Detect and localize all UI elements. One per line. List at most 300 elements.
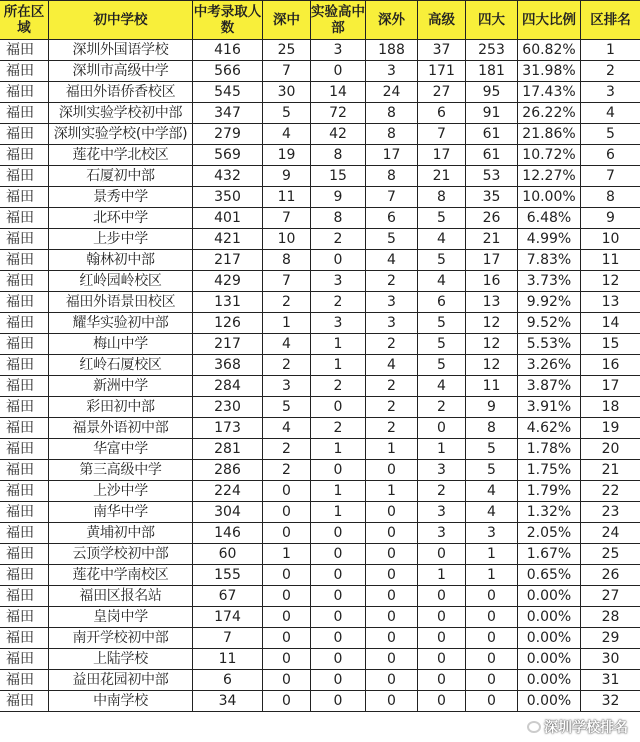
cell-shenwai: 3 — [366, 61, 418, 82]
cell-shenzhong: 5 — [263, 103, 311, 124]
cell-gaoji: 0 — [418, 544, 466, 565]
cell-admitted: 281 — [193, 439, 263, 460]
cell-shenzhong: 11 — [263, 187, 311, 208]
cell-admitted: 545 — [193, 82, 263, 103]
cell-gaoji: 5 — [418, 313, 466, 334]
cell-school: 益田花园初中部 — [49, 670, 193, 691]
cell-rank: 24 — [581, 523, 640, 544]
cell-admitted: 60 — [193, 544, 263, 565]
cell-area: 福田 — [0, 355, 49, 376]
cell-sida-ratio: 17.43% — [518, 82, 581, 103]
cell-school: 彩田初中部 — [49, 397, 193, 418]
cell-gaoji: 2 — [418, 481, 466, 502]
cell-school: 南华中学 — [49, 502, 193, 523]
cell-area: 福田 — [0, 250, 49, 271]
cell-sida: 13 — [466, 292, 518, 313]
cell-shiyan: 0 — [311, 691, 366, 712]
cell-school: 上沙中学 — [49, 481, 193, 502]
cell-admitted: 126 — [193, 313, 263, 334]
cell-rank: 17 — [581, 376, 640, 397]
cell-sida: 5 — [466, 460, 518, 481]
cell-sida: 4 — [466, 481, 518, 502]
cell-gaoji: 0 — [418, 649, 466, 670]
cell-shenwai: 1 — [366, 481, 418, 502]
cell-shenwai: 0 — [366, 670, 418, 691]
cell-sida-ratio: 3.91% — [518, 397, 581, 418]
header-rank: 区排名 — [581, 1, 640, 40]
cell-gaoji: 4 — [418, 271, 466, 292]
cell-gaoji: 37 — [418, 40, 466, 61]
cell-school: 翰林初中部 — [49, 250, 193, 271]
cell-sida-ratio: 1.78% — [518, 439, 581, 460]
cell-shenzhong: 4 — [263, 334, 311, 355]
cell-shenzhong: 0 — [263, 691, 311, 712]
cell-shenzhong: 1 — [263, 313, 311, 334]
cell-sida-ratio: 21.86% — [518, 124, 581, 145]
cell-shenwai: 5 — [366, 229, 418, 250]
cell-school: 福田区报名站 — [49, 586, 193, 607]
cell-rank: 1 — [581, 40, 640, 61]
cell-sida-ratio: 10.00% — [518, 187, 581, 208]
cell-rank: 27 — [581, 586, 640, 607]
cell-shenzhong: 4 — [263, 124, 311, 145]
cell-shiyan: 2 — [311, 418, 366, 439]
cell-sida: 53 — [466, 166, 518, 187]
cell-admitted: 347 — [193, 103, 263, 124]
cell-admitted: 7 — [193, 628, 263, 649]
header-area: 所在区域 — [0, 1, 49, 40]
cell-shenwai: 3 — [366, 313, 418, 334]
cell-sida-ratio: 1.75% — [518, 460, 581, 481]
cell-area: 福田 — [0, 334, 49, 355]
cell-school: 深圳实验学校初中部 — [49, 103, 193, 124]
cell-shenwai: 7 — [366, 187, 418, 208]
cell-shenzhong: 2 — [263, 460, 311, 481]
cell-area: 福田 — [0, 397, 49, 418]
table-row — [0, 544, 640, 565]
cell-area: 福田 — [0, 208, 49, 229]
table-row — [0, 166, 640, 187]
cell-shenwai: 0 — [366, 460, 418, 481]
cell-shiyan: 3 — [311, 40, 366, 61]
cell-gaoji: 17 — [418, 145, 466, 166]
cell-area: 福田 — [0, 40, 49, 61]
cell-area: 福田 — [0, 292, 49, 313]
cell-sida-ratio: 3.73% — [518, 271, 581, 292]
cell-admitted: 67 — [193, 586, 263, 607]
table-row — [0, 586, 640, 607]
cell-area: 福田 — [0, 229, 49, 250]
cell-shenzhong: 25 — [263, 40, 311, 61]
cell-sida: 0 — [466, 607, 518, 628]
table-row — [0, 607, 640, 628]
cell-rank: 2 — [581, 61, 640, 82]
header-gaoji: 高级 — [418, 1, 466, 40]
cell-shenzhong: 7 — [263, 271, 311, 292]
cell-shiyan: 0 — [311, 250, 366, 271]
cell-area: 福田 — [0, 691, 49, 712]
cell-school: 石厦初中部 — [49, 166, 193, 187]
cell-rank: 32 — [581, 691, 640, 712]
cell-rank: 4 — [581, 103, 640, 124]
cell-gaoji: 7 — [418, 124, 466, 145]
cell-school: 深圳外国语学校 — [49, 40, 193, 61]
cell-shenzhong: 0 — [263, 586, 311, 607]
cell-area: 福田 — [0, 61, 49, 82]
cell-shenzhong: 3 — [263, 376, 311, 397]
cell-admitted: 279 — [193, 124, 263, 145]
header-shiyan: 实验高中部 — [311, 1, 366, 40]
cell-shenzhong: 0 — [263, 523, 311, 544]
table-row — [0, 82, 640, 103]
cell-shiyan: 1 — [311, 502, 366, 523]
cell-sida-ratio: 7.83% — [518, 250, 581, 271]
cell-gaoji: 0 — [418, 418, 466, 439]
cell-sida: 0 — [466, 586, 518, 607]
cell-rank: 25 — [581, 544, 640, 565]
cell-shiyan: 3 — [311, 271, 366, 292]
header-sida-ratio: 四大比例 — [518, 1, 581, 40]
table-row — [0, 208, 640, 229]
cell-sida: 0 — [466, 628, 518, 649]
cell-shenzhong: 0 — [263, 565, 311, 586]
cell-area: 福田 — [0, 103, 49, 124]
cell-shenwai: 4 — [366, 355, 418, 376]
table-row — [0, 418, 640, 439]
cell-shenwai: 0 — [366, 502, 418, 523]
table-row — [0, 628, 640, 649]
cell-sida: 0 — [466, 649, 518, 670]
cell-shenzhong: 7 — [263, 208, 311, 229]
cell-admitted: 224 — [193, 481, 263, 502]
cell-rank: 19 — [581, 418, 640, 439]
cell-gaoji: 3 — [418, 502, 466, 523]
cell-shenwai: 2 — [366, 376, 418, 397]
cell-school: 深圳实验学校(中学部) — [49, 124, 193, 145]
cell-shenwai: 2 — [366, 271, 418, 292]
cell-school: 皇岗中学 — [49, 607, 193, 628]
cell-sida-ratio: 9.92% — [518, 292, 581, 313]
cell-sida: 0 — [466, 670, 518, 691]
cell-rank: 23 — [581, 502, 640, 523]
cell-shenzhong: 1 — [263, 544, 311, 565]
cell-sida: 5 — [466, 439, 518, 460]
cell-shenzhong: 0 — [263, 502, 311, 523]
cell-rank: 26 — [581, 565, 640, 586]
cell-shiyan: 0 — [311, 586, 366, 607]
cell-shiyan: 1 — [311, 481, 366, 502]
cell-shenwai: 3 — [366, 292, 418, 313]
table-row — [0, 460, 640, 481]
cell-sida: 16 — [466, 271, 518, 292]
cell-gaoji: 4 — [418, 376, 466, 397]
cell-shiyan: 0 — [311, 607, 366, 628]
cell-sida-ratio: 1.79% — [518, 481, 581, 502]
cell-sida: 181 — [466, 61, 518, 82]
cell-school: 莲花中学北校区 — [49, 145, 193, 166]
cell-sida: 61 — [466, 124, 518, 145]
cell-rank: 6 — [581, 145, 640, 166]
cell-gaoji: 6 — [418, 103, 466, 124]
cell-school: 中南学校 — [49, 691, 193, 712]
cell-school: 北环中学 — [49, 208, 193, 229]
cell-area: 福田 — [0, 82, 49, 103]
cell-sida-ratio: 4.99% — [518, 229, 581, 250]
header-shenzhong: 深中 — [263, 1, 311, 40]
cell-shenzhong: 5 — [263, 397, 311, 418]
cell-sida: 11 — [466, 376, 518, 397]
cell-shenwai: 24 — [366, 82, 418, 103]
header-row — [0, 1, 640, 40]
cell-shenwai: 6 — [366, 208, 418, 229]
cell-rank: 10 — [581, 229, 640, 250]
cell-gaoji: 4 — [418, 229, 466, 250]
cell-shenzhong: 2 — [263, 355, 311, 376]
cell-sida-ratio: 6.48% — [518, 208, 581, 229]
cell-sida-ratio: 12.27% — [518, 166, 581, 187]
cell-gaoji: 5 — [418, 208, 466, 229]
cell-rank: 14 — [581, 313, 640, 334]
cell-gaoji: 0 — [418, 691, 466, 712]
cell-rank: 15 — [581, 334, 640, 355]
header-shenwai: 深外 — [366, 1, 418, 40]
cell-school: 福景外语初中部 — [49, 418, 193, 439]
cell-gaoji: 5 — [418, 355, 466, 376]
cell-sida: 1 — [466, 565, 518, 586]
cell-shenzhong: 2 — [263, 439, 311, 460]
cell-sida: 17 — [466, 250, 518, 271]
cell-sida: 253 — [466, 40, 518, 61]
cell-shenzhong: 19 — [263, 145, 311, 166]
cell-admitted: 11 — [193, 649, 263, 670]
table-row — [0, 397, 640, 418]
cell-gaoji: 2 — [418, 397, 466, 418]
cell-shiyan: 2 — [311, 376, 366, 397]
cell-shenzhong: 0 — [263, 481, 311, 502]
cell-admitted: 429 — [193, 271, 263, 292]
cell-shenwai: 8 — [366, 103, 418, 124]
cell-sida: 21 — [466, 229, 518, 250]
cell-shenwai: 0 — [366, 649, 418, 670]
cell-area: 福田 — [0, 376, 49, 397]
cell-admitted: 131 — [193, 292, 263, 313]
cell-rank: 21 — [581, 460, 640, 481]
table-row — [0, 292, 640, 313]
cell-school: 福田外语侨香校区 — [49, 82, 193, 103]
cell-gaoji: 27 — [418, 82, 466, 103]
watermark — [527, 716, 628, 738]
table-body — [0, 40, 640, 712]
cell-shenzhong: 7 — [263, 61, 311, 82]
cell-admitted: 416 — [193, 40, 263, 61]
cell-shiyan: 1 — [311, 439, 366, 460]
cell-rank: 13 — [581, 292, 640, 313]
cell-sida: 35 — [466, 187, 518, 208]
cell-sida: 12 — [466, 355, 518, 376]
cell-school: 红岭园岭校区 — [49, 271, 193, 292]
cell-admitted: 401 — [193, 208, 263, 229]
cell-gaoji: 3 — [418, 460, 466, 481]
cell-shenzhong: 2 — [263, 292, 311, 313]
header-school: 初中学校 — [49, 1, 193, 40]
cell-admitted: 174 — [193, 607, 263, 628]
table-row — [0, 145, 640, 166]
cell-sida: 9 — [466, 397, 518, 418]
cell-school: 莲花中学南校区 — [49, 565, 193, 586]
cell-admitted: 286 — [193, 460, 263, 481]
cell-shenzhong: 8 — [263, 250, 311, 271]
cell-shenwai: 8 — [366, 166, 418, 187]
cell-area: 福田 — [0, 628, 49, 649]
table-row — [0, 250, 640, 271]
cell-sida-ratio: 1.32% — [518, 502, 581, 523]
cell-shiyan: 8 — [311, 145, 366, 166]
cell-shiyan: 0 — [311, 460, 366, 481]
wechat-icon — [527, 721, 541, 733]
cell-area: 福田 — [0, 187, 49, 208]
cell-shiyan: 0 — [311, 670, 366, 691]
cell-shenwai: 2 — [366, 397, 418, 418]
cell-shenzhong: 0 — [263, 628, 311, 649]
cell-shenwai: 0 — [366, 523, 418, 544]
cell-admitted: 566 — [193, 61, 263, 82]
cell-sida: 1 — [466, 544, 518, 565]
cell-rank: 5 — [581, 124, 640, 145]
cell-gaoji: 171 — [418, 61, 466, 82]
cell-school: 上陆学校 — [49, 649, 193, 670]
cell-area: 福田 — [0, 439, 49, 460]
cell-school: 深圳市高级中学 — [49, 61, 193, 82]
cell-sida: 26 — [466, 208, 518, 229]
cell-sida: 8 — [466, 418, 518, 439]
cell-sida-ratio: 3.87% — [518, 376, 581, 397]
cell-school: 华富中学 — [49, 439, 193, 460]
cell-sida-ratio: 0.65% — [518, 565, 581, 586]
cell-area: 福田 — [0, 565, 49, 586]
cell-shenzhong: 9 — [263, 166, 311, 187]
cell-shiyan: 0 — [311, 61, 366, 82]
cell-rank: 16 — [581, 355, 640, 376]
cell-shenwai: 2 — [366, 334, 418, 355]
cell-area: 福田 — [0, 460, 49, 481]
table-row — [0, 61, 640, 82]
table-row — [0, 124, 640, 145]
cell-admitted: 350 — [193, 187, 263, 208]
cell-shenwai: 0 — [366, 691, 418, 712]
cell-shiyan: 72 — [311, 103, 366, 124]
cell-sida-ratio: 2.05% — [518, 523, 581, 544]
table-row — [0, 502, 640, 523]
cell-shenwai: 188 — [366, 40, 418, 61]
cell-school: 福田外语景田校区 — [49, 292, 193, 313]
cell-sida: 12 — [466, 313, 518, 334]
cell-shiyan: 9 — [311, 187, 366, 208]
table-row — [0, 691, 640, 712]
cell-school: 景秀中学 — [49, 187, 193, 208]
cell-gaoji: 1 — [418, 439, 466, 460]
cell-sida: 61 — [466, 145, 518, 166]
cell-area: 福田 — [0, 271, 49, 292]
cell-admitted: 368 — [193, 355, 263, 376]
cell-shenzhong: 0 — [263, 670, 311, 691]
table-row — [0, 376, 640, 397]
cell-sida-ratio: 0.00% — [518, 691, 581, 712]
cell-shiyan: 0 — [311, 544, 366, 565]
cell-area: 福田 — [0, 418, 49, 439]
cell-rank: 22 — [581, 481, 640, 502]
cell-shenwai: 0 — [366, 586, 418, 607]
cell-gaoji: 3 — [418, 523, 466, 544]
cell-shenwai: 1 — [366, 439, 418, 460]
cell-area: 福田 — [0, 124, 49, 145]
cell-admitted: 217 — [193, 334, 263, 355]
cell-gaoji: 0 — [418, 628, 466, 649]
cell-shiyan: 0 — [311, 649, 366, 670]
header-sida: 四大 — [466, 1, 518, 40]
cell-admitted: 173 — [193, 418, 263, 439]
cell-sida: 12 — [466, 334, 518, 355]
cell-school: 南开学校初中部 — [49, 628, 193, 649]
cell-gaoji: 0 — [418, 607, 466, 628]
cell-rank: 11 — [581, 250, 640, 271]
cell-shiyan: 0 — [311, 523, 366, 544]
cell-shenzhong: 4 — [263, 418, 311, 439]
table-row — [0, 271, 640, 292]
cell-area: 福田 — [0, 166, 49, 187]
cell-admitted: 284 — [193, 376, 263, 397]
cell-gaoji: 8 — [418, 187, 466, 208]
cell-gaoji: 21 — [418, 166, 466, 187]
cell-admitted: 217 — [193, 250, 263, 271]
cell-shenwai: 0 — [366, 565, 418, 586]
table-row — [0, 523, 640, 544]
table-row — [0, 187, 640, 208]
table-row — [0, 355, 640, 376]
cell-admitted: 34 — [193, 691, 263, 712]
cell-school: 黄埔初中部 — [49, 523, 193, 544]
cell-admitted: 569 — [193, 145, 263, 166]
cell-admitted: 155 — [193, 565, 263, 586]
cell-admitted: 421 — [193, 229, 263, 250]
cell-sida-ratio: 0.00% — [518, 586, 581, 607]
watermark-text: 深圳学校排名 — [544, 720, 628, 736]
cell-rank: 30 — [581, 649, 640, 670]
cell-shiyan: 0 — [311, 397, 366, 418]
cell-shiyan: 2 — [311, 229, 366, 250]
cell-sida: 91 — [466, 103, 518, 124]
cell-school: 梅山中学 — [49, 334, 193, 355]
cell-rank: 12 — [581, 271, 640, 292]
cell-rank: 20 — [581, 439, 640, 460]
cell-sida-ratio: 3.26% — [518, 355, 581, 376]
table-row — [0, 103, 640, 124]
cell-sida: 3 — [466, 523, 518, 544]
cell-area: 福田 — [0, 649, 49, 670]
cell-sida-ratio: 1.67% — [518, 544, 581, 565]
cell-shiyan: 8 — [311, 208, 366, 229]
cell-shiyan: 0 — [311, 628, 366, 649]
cell-shiyan: 1 — [311, 355, 366, 376]
cell-sida-ratio: 5.53% — [518, 334, 581, 355]
cell-gaoji: 5 — [418, 334, 466, 355]
cell-school: 第三高级中学 — [49, 460, 193, 481]
cell-shiyan: 0 — [311, 565, 366, 586]
table-row — [0, 481, 640, 502]
cell-rank: 28 — [581, 607, 640, 628]
cell-shiyan: 3 — [311, 313, 366, 334]
cell-school: 新洲中学 — [49, 376, 193, 397]
cell-admitted: 146 — [193, 523, 263, 544]
